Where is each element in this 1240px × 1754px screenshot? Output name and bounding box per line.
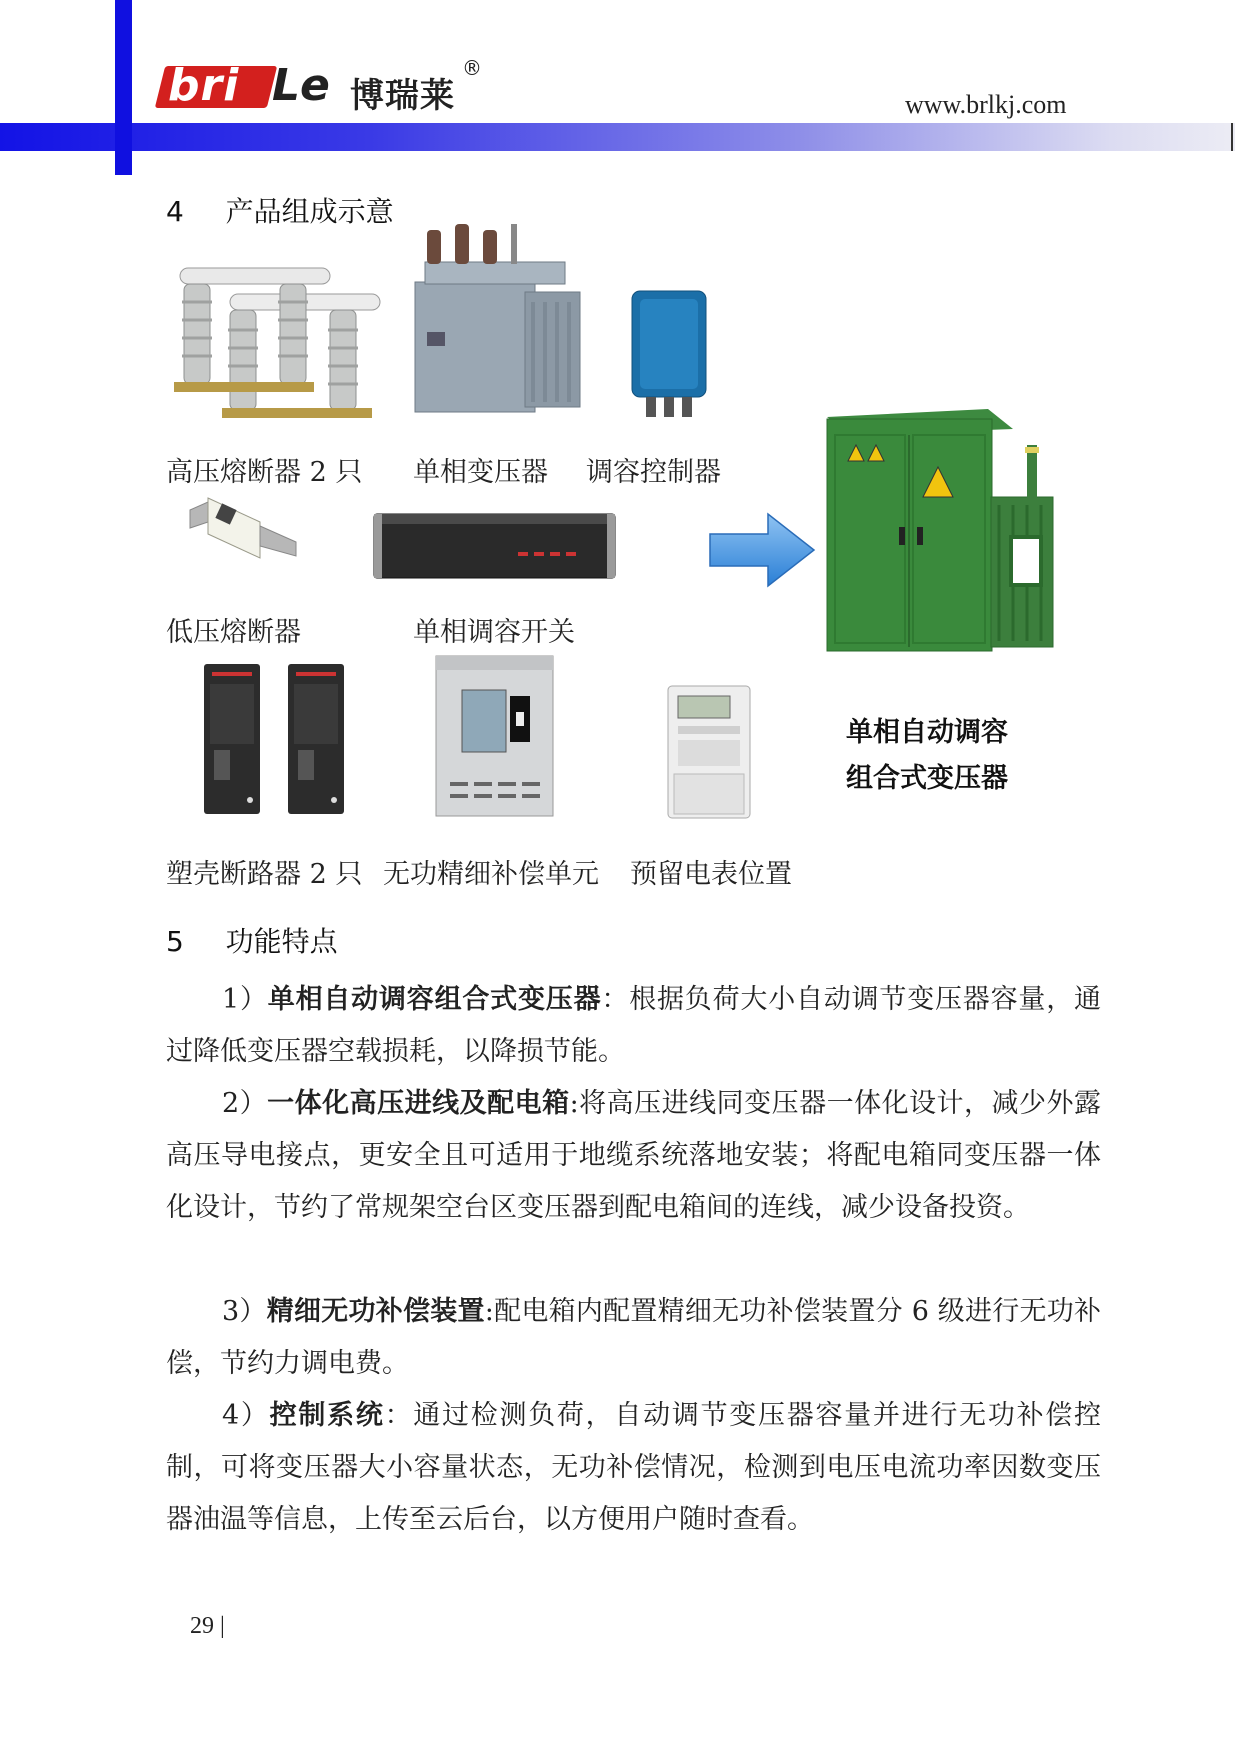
registered-mark: ® — [462, 56, 482, 80]
arrow-right-icon — [708, 512, 816, 588]
feature-paragraph-3 — [166, 1286, 1101, 1390]
caption-high-voltage-fuse: 高压熔断器 2 只 — [166, 457, 363, 488]
low-voltage-fuse-icon — [188, 492, 298, 568]
caption-reactive-compensation-unit: 无功精细补偿单元 — [383, 859, 599, 890]
feature-1-separator: ： — [601, 984, 630, 1015]
caption-capacity-controller: 调容控制器 — [586, 457, 721, 488]
caption-single-phase-transformer: 单相变压器 — [413, 457, 548, 488]
capacity-controller-icon — [628, 287, 710, 423]
caption-capacity-switch: 单相调容开关 — [413, 617, 575, 648]
feature-3-number: 3） — [222, 1296, 267, 1327]
feature-2-title: 一体化高压进线及配电箱 — [267, 1088, 570, 1119]
high-voltage-fuse-icon — [170, 262, 395, 430]
header-vertical-bar — [115, 0, 132, 175]
caption-molded-case-breaker: 塑壳断路器 2 只 — [166, 859, 363, 890]
result-label-line1: 单相自动调容 — [846, 717, 1008, 748]
header-gradient-bar — [0, 123, 1235, 151]
feature-2-number: 2） — [222, 1088, 268, 1119]
page-number: 29 | — [190, 1613, 225, 1639]
reactive-compensation-unit-icon — [432, 652, 557, 822]
website-url: www.brlkj.com — [905, 90, 1067, 119]
section-4-number: 4 — [166, 195, 184, 228]
feature-1-title: 单相自动调容组合式变压器 — [267, 984, 602, 1015]
feature-4-text: 通过检测负荷，自动调节变压器容量并进行无功补偿控制，可将变压器大小容量状态，无功补偿情况，检测到电压电流功率因数变压器油温等信息，上传至云后台，以方便用户随时查看。 — [166, 1400, 1102, 1535]
molded-case-breaker-icon — [200, 660, 350, 820]
feature-paragraph-1 — [166, 974, 1101, 1078]
feature-2-text: 将高压进线同变压器一体化设计，减少外露高压导电接点，更安全且可适用于地缆系统落地安装；将配电箱同变压器一体化设计，节约了常规架空台区变压器到配电箱间的连线，减少设备投资。 — [166, 1088, 1102, 1223]
result-label-line2: 组合式变压器 — [846, 763, 1008, 794]
feature-paragraph-2 — [166, 1078, 1101, 1234]
caption-electric-meter: 预留电表位置 — [630, 859, 792, 890]
feature-paragraph-4 — [166, 1390, 1101, 1546]
feature-3-separator: : — [484, 1296, 494, 1327]
combined-transformer-icon — [823, 405, 1068, 657]
section-5-number: 5 — [166, 925, 184, 958]
logo-text-le: Le — [272, 60, 330, 111]
section-5-title: 功能特点 — [225, 925, 338, 958]
header-bar-end-mark — [1231, 123, 1233, 151]
caption-low-voltage-fuse: 低压熔断器 — [166, 617, 301, 648]
logo-text-chinese: 博瑞莱 — [350, 76, 455, 116]
feature-3-title: 精细无功补偿装置 — [266, 1296, 485, 1327]
feature-2-separator: : — [569, 1088, 579, 1119]
single-phase-transformer-icon — [405, 222, 585, 432]
feature-4-separator: ： — [384, 1400, 414, 1431]
section-4-title: 产品组成示意 — [225, 195, 394, 228]
section-5-heading — [166, 920, 338, 960]
section-4-heading — [166, 190, 394, 230]
feature-3-text: 配电箱内配置精细无功补偿装置分 6 级进行无功补偿，节约力调电费。 — [166, 1296, 1101, 1379]
logo-text-bri: bri — [168, 60, 240, 111]
feature-1-text: 根据负荷大小自动调节变压器容量，通过降低变压器空载损耗，以降损节能。 — [166, 984, 1102, 1067]
feature-4-title: 控制系统 — [269, 1400, 385, 1431]
feature-4-number: 4） — [222, 1400, 270, 1431]
feature-1-number: 1） — [222, 984, 268, 1015]
capacity-switch-icon — [372, 512, 617, 582]
electric-meter-icon — [664, 682, 754, 824]
